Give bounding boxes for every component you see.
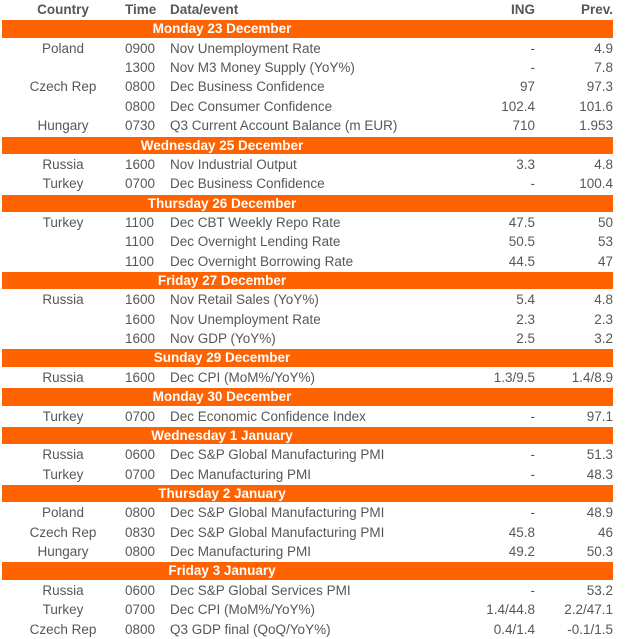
row-prev-value: 97.1	[586, 408, 613, 424]
row-time: 1300	[125, 60, 156, 76]
row-event: Dec Business Confidence	[170, 176, 325, 192]
row-ing-value: -	[530, 408, 535, 424]
row-ing-value: 97	[519, 79, 535, 95]
row-time: 0800	[125, 79, 156, 95]
row-country: Turkey	[42, 466, 84, 482]
row-country	[2, 252, 124, 271]
row-prev-value: 1.4/8.9	[571, 369, 613, 385]
table-row	[2, 116, 613, 135]
row-event: Dec S&P Global Manufacturing PMI	[170, 447, 385, 463]
row-prev-value: 4.8	[594, 156, 613, 172]
row-event: Dec Business Confidence	[170, 79, 325, 95]
table-header-row	[2, 0, 613, 19]
row-event: Nov Industrial Output	[170, 156, 297, 172]
table-row	[2, 174, 613, 193]
date-section-header	[2, 348, 613, 367]
date-section-header	[2, 561, 613, 580]
table-row	[2, 329, 613, 348]
row-ing-value: 3.3	[516, 156, 535, 172]
table-row	[2, 252, 613, 271]
row-event: Dec CPI (MoM%/YoY%)	[170, 602, 316, 618]
row-event: Q3 GDP final (QoQ/YoY%)	[170, 621, 331, 637]
row-time: 1600	[125, 311, 156, 327]
row-time: 1600	[125, 369, 156, 385]
table-body	[2, 19, 613, 639]
column-header-ing: ING	[510, 2, 535, 17]
row-country: Poland	[41, 505, 85, 521]
table-row	[2, 97, 613, 116]
row-country: Turkey	[42, 176, 84, 192]
row-ing-value: 1.4/44.8	[486, 602, 535, 618]
row-prev-value: 100.4	[579, 176, 613, 192]
row-country	[2, 58, 124, 77]
row-ing-value: 47.5	[508, 214, 535, 230]
row-event: Dec Overnight Borrowing Rate	[170, 253, 354, 269]
row-time: 0700	[125, 408, 156, 424]
table-row	[2, 310, 613, 329]
row-time: 0800	[125, 621, 156, 637]
row-ing-value: 2.3	[516, 311, 535, 327]
row-country: Hungary	[37, 118, 89, 134]
table-row	[2, 503, 613, 522]
row-prev-value: 48.3	[586, 466, 613, 482]
row-prev-value: 53	[597, 234, 613, 250]
row-time: 1100	[125, 214, 155, 230]
table-row	[2, 58, 613, 77]
row-time: 0800	[125, 505, 156, 521]
table-row	[2, 523, 613, 542]
row-ing-value: 0.4/1.4	[493, 621, 535, 637]
row-time: 0730	[125, 118, 156, 134]
row-country: Turkey	[42, 602, 84, 618]
row-time: 1100	[125, 234, 155, 250]
row-time: 0700	[125, 602, 156, 618]
row-time: 0600	[125, 582, 156, 598]
row-ing-value: 50.5	[508, 234, 535, 250]
row-prev-value: 47	[597, 253, 613, 269]
economic-calendar-table	[2, 0, 613, 639]
row-ing-value: 2.5	[516, 331, 535, 347]
date-label: Monday 30 December	[152, 389, 292, 405]
date-section-header	[2, 194, 613, 213]
row-event: Dec Manufacturing PMI	[170, 466, 312, 482]
row-prev-value: 4.8	[594, 292, 613, 308]
row-country: Russia	[42, 369, 84, 385]
date-label: Monday 23 December	[152, 21, 292, 37]
row-country: Czech Rep	[29, 79, 97, 95]
row-country: Russia	[42, 292, 84, 308]
row-event: Dec Consumer Confidence	[170, 98, 333, 114]
table-row	[2, 77, 613, 96]
row-ing-value: 5.4	[516, 292, 535, 308]
row-prev-value: 1.953	[579, 118, 613, 134]
row-country: Turkey	[42, 214, 84, 230]
row-ing-value: -	[530, 505, 535, 521]
column-header-country: Country	[37, 2, 89, 17]
date-section-header	[2, 136, 613, 155]
row-event: Nov M3 Money Supply (YoY%)	[170, 60, 355, 76]
row-time: 0830	[125, 524, 156, 540]
row-event: Dec S&P Global Manufacturing PMI	[170, 505, 385, 521]
row-event: Dec S&P Global Services PMI	[170, 582, 351, 598]
row-time: 1600	[125, 331, 156, 347]
table-row	[2, 542, 613, 561]
row-country: Turkey	[42, 408, 84, 424]
row-event: Nov Unemployment Rate	[170, 40, 321, 56]
date-label: Thursday 26 December	[147, 195, 297, 211]
row-prev-value: 101.6	[579, 98, 613, 114]
row-prev-value: 3.2	[594, 331, 613, 347]
row-country: Russia	[42, 582, 84, 598]
row-country: Poland	[41, 40, 85, 56]
row-country: Russia	[42, 156, 84, 172]
row-ing-value: 49.2	[508, 544, 535, 560]
date-section-header	[2, 387, 613, 406]
row-ing-value: 710	[512, 118, 535, 134]
row-prev-value: 50.3	[586, 544, 613, 560]
column-header-prev: Prev.	[580, 2, 613, 17]
row-event: Dec CBT Weekly Repo Rate	[170, 214, 341, 230]
row-event: Dec S&P Global Manufacturing PMI	[170, 524, 385, 540]
date-section-header	[2, 426, 613, 445]
column-header-event: Data/event	[170, 2, 239, 17]
date-label: Thursday 2 January	[158, 485, 286, 501]
row-ing-value: 1.3/9.5	[493, 369, 535, 385]
row-country: Czech Rep	[29, 524, 97, 540]
row-time: 1100	[125, 253, 155, 269]
row-time: 0700	[125, 466, 156, 482]
row-time: 0800	[125, 98, 156, 114]
table-row	[2, 600, 613, 619]
row-ing-value: -	[530, 582, 535, 598]
date-label: Wednesday 25 December	[140, 137, 304, 153]
row-prev-value: 97.3	[586, 79, 613, 95]
date-label: Sunday 29 December	[153, 350, 291, 366]
row-prev-value: 53.2	[586, 582, 613, 598]
row-ing-value: -	[530, 176, 535, 192]
row-prev-value: -0.1/1.5	[567, 621, 613, 637]
row-event: Nov Retail Sales (YoY%)	[170, 292, 319, 308]
table-row	[2, 290, 613, 309]
row-ing-value: -	[530, 466, 535, 482]
row-time: 1600	[125, 292, 156, 308]
table-row	[2, 620, 613, 639]
row-event: Dec CPI (MoM%/YoY%)	[170, 369, 316, 385]
date-label: Friday 27 December	[157, 273, 287, 289]
row-time: 0800	[125, 544, 156, 560]
row-event: Nov Unemployment Rate	[170, 311, 321, 327]
row-time: 0600	[125, 447, 156, 463]
row-country	[2, 329, 124, 348]
row-country	[2, 310, 124, 329]
table-row	[2, 445, 613, 464]
row-ing-value: -	[530, 447, 535, 463]
date-section-header	[2, 271, 613, 290]
date-section-header	[2, 19, 613, 38]
row-prev-value: 2.3	[594, 311, 613, 327]
table-row	[2, 407, 613, 426]
table-row	[2, 465, 613, 484]
row-country: Russia	[42, 447, 84, 463]
column-header-time: Time	[125, 2, 157, 17]
row-prev-value: 48.9	[586, 505, 613, 521]
row-country: Hungary	[37, 544, 89, 560]
row-event: Dec Economic Confidence Index	[170, 408, 366, 424]
row-event: Nov GDP (YoY%)	[170, 331, 276, 347]
row-prev-value: 7.8	[594, 60, 613, 76]
row-ing-value: -	[530, 60, 535, 76]
row-country	[2, 97, 124, 116]
row-ing-value: 102.4	[501, 98, 535, 114]
row-event: Dec Manufacturing PMI	[170, 544, 312, 560]
row-event: Dec Overnight Lending Rate	[170, 234, 341, 250]
row-country	[2, 232, 124, 251]
row-time: 1600	[125, 156, 156, 172]
date-label: Friday 3 January	[168, 563, 276, 579]
table-row	[2, 155, 613, 174]
table-row	[2, 39, 613, 58]
row-event: Q3 Current Account Balance (m EUR)	[170, 118, 398, 134]
row-ing-value: -	[530, 40, 535, 56]
date-label: Wednesday 1 January	[151, 427, 293, 443]
table-row	[2, 368, 613, 387]
row-time: 0700	[125, 176, 156, 192]
row-ing-value: 44.5	[508, 253, 535, 269]
row-prev-value: 4.9	[594, 40, 613, 56]
row-prev-value: 2.2/47.1	[564, 602, 613, 618]
table-row	[2, 581, 613, 600]
date-section-header	[2, 484, 613, 503]
row-country: Czech Rep	[29, 621, 97, 637]
row-time: 0900	[125, 40, 156, 56]
table-row	[2, 213, 613, 232]
row-ing-value: 45.8	[508, 524, 535, 540]
row-prev-value: 46	[597, 524, 613, 540]
table-row	[2, 232, 613, 251]
row-prev-value: 50	[597, 214, 613, 230]
row-prev-value: 51.3	[586, 447, 613, 463]
